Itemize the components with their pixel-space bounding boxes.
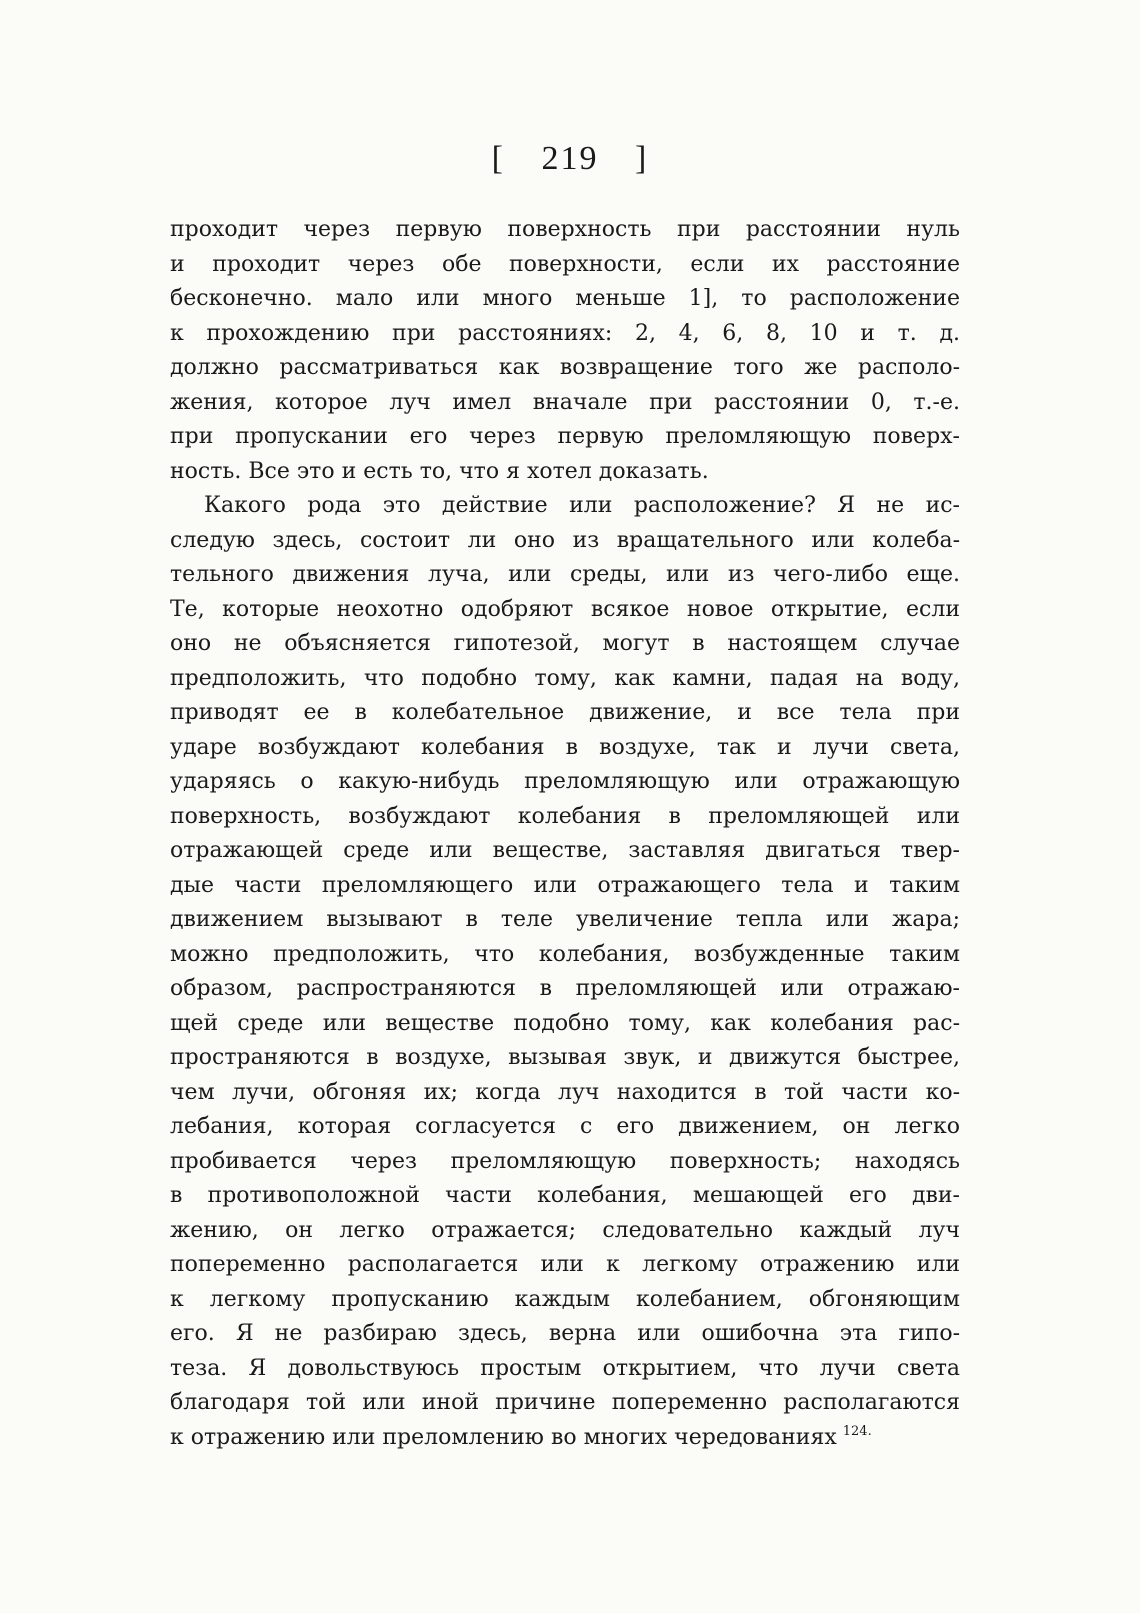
text-line: его. Я не разбираю здесь, верна или ошибочна эта гипо- [170, 1321, 960, 1346]
text-line: ударяясь о какую-нибудь преломляющую или отражающую [170, 769, 960, 794]
text-line: следую здесь, состоит ли оно из вращательного или колеба- [170, 527, 960, 553]
text-line: бесконечно. мало или много меньше 1], то расположение [170, 286, 960, 311]
page-header [0, 140, 1140, 178]
text-line: щей среде или веществе подобно тому, как колебания рас- [170, 1010, 960, 1036]
text-line: поверхность, возбуждают колебания в преломляющей или [170, 803, 960, 829]
text-line: Какого рода это действие или расположение? Я не ис- [204, 493, 960, 518]
text-line: пробивается через преломляющую поверхность; находясь [170, 1148, 960, 1174]
text-line: образом, распространяются в преломляющей или отражаю- [170, 976, 960, 1001]
text-line: проходит через первую поверхность при расстоянии нуль [170, 217, 960, 242]
text-line: теза. Я довольствуюсь простым открытием, что лучи света [170, 1355, 960, 1381]
text-line: к прохождению при расстояниях: 2, 4, 6, 8, 10 и т. д. [170, 320, 960, 346]
text-line: дые части преломляющего или отражающего тела и таким [170, 872, 960, 898]
text-line: благодаря той или иной причине попеременно располагаются [170, 1390, 960, 1415]
text-line: приводят ее в колебательное движение, и все тела при [170, 700, 960, 725]
text-line: чем лучи, обгоняя их; когда луч находится в той части ко- [170, 1079, 960, 1105]
body-text [170, 213, 960, 1455]
footnote-reference[interactable]: 124. [842, 1424, 872, 1440]
text-line: должно рассматриваться как возвращение того же располо- [170, 355, 960, 380]
text-line: ность. Все это и есть то, что я хотел доказать. [170, 458, 709, 484]
header-bracket-close: ] [635, 140, 649, 177]
text-line: и проходит через обе поверхности, если их расстояние [170, 251, 960, 277]
text-line: лебания, которая согласуется с его движением, он легко [170, 1114, 960, 1139]
text-line: жения, которое луч имел вначале при расстоянии 0, т.-е. [170, 389, 960, 415]
text-line-final [170, 1421, 960, 1456]
text-line: можно предположить, что колебания, возбужденные таким [170, 941, 960, 967]
text-line: к отражению или преломлению во многих чередованиях [170, 1424, 837, 1450]
paragraph-1 [170, 213, 960, 489]
text-line: ударе возбуждают колебания в воздухе, так и лучи света, [170, 734, 960, 760]
page-number: 219 [541, 140, 599, 177]
text-line: при пропускании его через первую преломляющую поверх- [170, 424, 960, 449]
text-line: жению, он легко отражается; следовательно каждый луч [170, 1217, 960, 1243]
text-line: отражающей среде или веществе, заставляя двигаться твер- [170, 838, 960, 863]
text-line: тельного движения луча, или среды, или из чего-либо еще. [170, 562, 960, 587]
text-line: попеременно располагается или к легкому отражению или [170, 1252, 960, 1277]
text-line: оно не объясняется гипотезой, могут в настоящем случае [170, 631, 960, 656]
text-line: пространяются в воздухе, вызывая звук, и движутся быстрее, [170, 1045, 960, 1070]
text-line: предположить, что подобно тому, как камни, падая на воду, [170, 665, 960, 691]
header-bracket-open: [ [491, 140, 505, 177]
text-line: движением вызывают в теле увеличение тепла или жара; [170, 907, 960, 932]
text-line: к легкому пропусканию каждым колебанием, обгоняющим [170, 1286, 960, 1312]
text-line: Те, которые неохотно одобряют всякое новое открытие, если [170, 596, 960, 622]
paragraph-2 [170, 489, 960, 1455]
text-line: в противоположной части колебания, мешающей его дви- [170, 1183, 960, 1208]
